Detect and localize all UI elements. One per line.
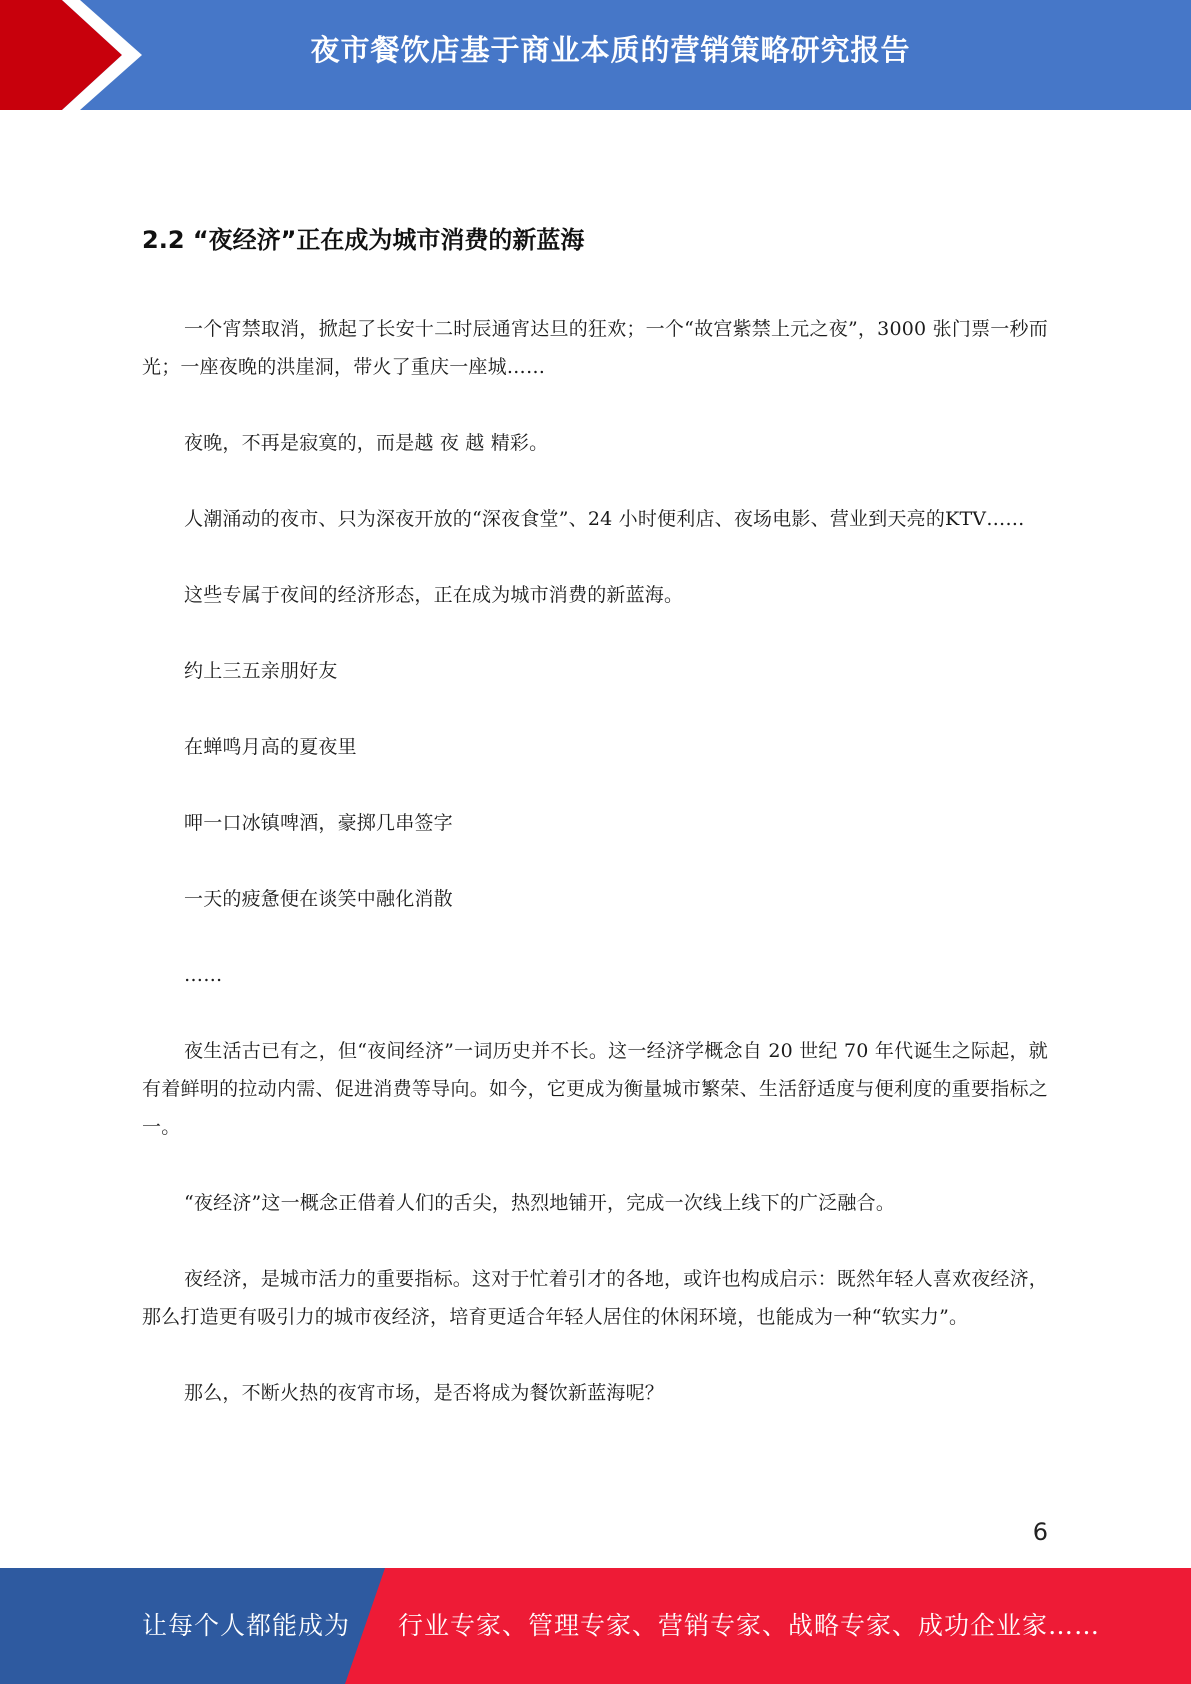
paragraph: 那么，不断火热的夜宵市场，是否将成为餐饮新蓝海呢？ bbox=[184, 1382, 665, 1404]
paragraph: 在蝉鸣月高的夏夜里 bbox=[184, 736, 357, 758]
footer-slogan-left: 让每个人都能成为 bbox=[142, 1611, 351, 1640]
report-title: 夜市餐饮店基于商业本质的营销策略研究报告 bbox=[310, 33, 911, 67]
paragraph: 一个宵禁取消，掀起了长安十二时辰通宵达旦的狂欢；一个“故宫紫禁上元之夜”，3000 张门票一秒而光；一座夜晚的洪崖洞，带火了重庆一座城…… bbox=[142, 318, 1048, 378]
paragraph: 呷一口冰镇啤酒，豪掷几串签字 bbox=[184, 812, 453, 834]
paragraph: 夜经济，是城市活力的重要指标。这对于忙着引才的各地，或许也构成启示：既然年轻人喜欢夜经济，那么打造更有吸引力的城市夜经济，培育更适合年轻人居住的休闲环境，也能成为一种“软实力”。 bbox=[142, 1268, 1049, 1328]
paragraph: 约上三五亲朋好友 bbox=[184, 660, 338, 682]
page-number: 6 bbox=[1032, 1518, 1048, 1546]
section-heading: 2.2 “夜经济”正在成为城市消费的新蓝海 bbox=[142, 226, 585, 254]
paragraph: 夜晚，不再是寂寞的，而是越 夜 越 精彩。 bbox=[184, 432, 549, 454]
paragraph: “夜经济”这一概念正借着人们的舌尖，热烈地铺开，完成一次线上线下的广泛融合。 bbox=[184, 1192, 896, 1214]
footer-banner bbox=[0, 1568, 1191, 1684]
paragraph: …… bbox=[184, 964, 223, 986]
main-content bbox=[142, 200, 1048, 1450]
header-banner bbox=[0, 0, 1191, 110]
paragraph: 夜生活古已有之，但“夜间经济”一词历史并不长。这一经济学概念自 20 世纪 70 年代诞生之际起，就有着鲜明的拉动内需、促进消费等导向。如今，它更成为衡量城市繁荣、生活舒适度与便利度的重要指标之一。 bbox=[142, 1040, 1048, 1138]
paragraph: 人潮涌动的夜市、只为深夜开放的“深夜食堂”、24 小时便利店、夜场电影、营业到天亮的KTV…… bbox=[184, 508, 1025, 530]
paragraph-list bbox=[142, 310, 1048, 1412]
header-arrow-decoration bbox=[0, 0, 150, 110]
footer-slogan-right: 行业专家、管理专家、营销专家、战略专家、成功企业家…… bbox=[398, 1611, 1101, 1640]
paragraph: 一天的疲惫便在谈笑中融化消散 bbox=[184, 888, 453, 910]
paragraph: 这些专属于夜间的经济形态，正在成为城市消费的新蓝海。 bbox=[184, 584, 684, 606]
